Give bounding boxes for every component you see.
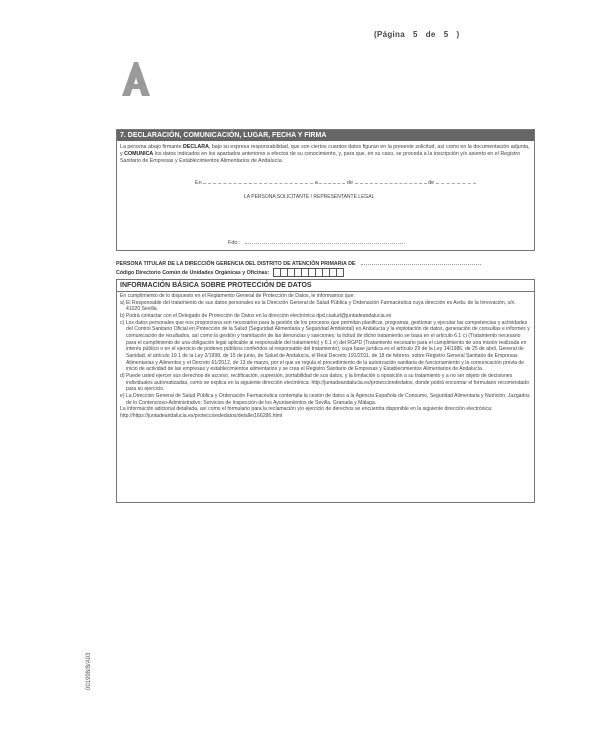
signer-label: LA PERSONA SOLICITANTE / REPRESENTANTE LEGAL [244,194,375,200]
page-current: 5 [413,30,418,39]
data-protection-title: INFORMACIÓN BÁSICA SOBRE PROTECCIÓN DE DATOS [117,280,534,292]
data-protection-extra: La información adicional detallada, así como el formulario para la reclamación y/o ejercicio de derechos se encuentra disponible en la siguiente dirección electrónica: http://https://juntadeandalucia.es/protecciondedatos/detalle/166286.html [120,406,493,419]
district-field[interactable] [361,259,481,265]
data-protection-item-b: b) Podrá contactar con el Delegado de Protección de Datos en la dirección electrónica dpd.csalud@juntadeandalucia.es [120,312,392,319]
page-of: de [425,30,436,39]
page-number [374,30,459,39]
month-field[interactable] [355,178,427,184]
junta-andalucia-logo-icon [118,60,150,96]
place-field[interactable] [203,178,313,184]
year-field[interactable] [436,178,476,184]
titular-line: PERSONA TITULAR DE LA DIRECCIÓN GERENCIA DEL DISTRITO DE ATENCIÓN PRIMARIA DE [116,259,481,267]
code-boxes[interactable] [273,268,343,277]
signature-line: Fdo.: [228,238,405,246]
data-protection-item-a: a) El Responsable del tratamiento de sus datos personales es la Dirección General de Salud Pública y Ordenación Farmacéutica cuya dirección es Avda. de la Innovación, s/n. 41020 Sevilla. [120,299,516,313]
declaration-text: La persona abajo firmante DECLARA, bajo su expresa responsabilidad, que son ciertos cuantos datos figuran en la presente solicitud, así como en la documentación adjunta, y COMUNICA los datos indicados en los apartados anteriores a efectos de su conocimiento, y, para que, en su caso, se proceda a la inscripción y/o asiento en el Registro Sanitario de Empresas y Establecimientos Alimentarios de Andalucía. [120,144,530,164]
page-total: 5 [443,30,449,39]
data-protection-section [116,279,535,503]
data-protection-item-e: e) La Dirección General de Salud Pública y Ordenación Farmacéutica contempla la cesión de datos a la Agencia Española de Consumo, Seguridad Alimentaria y Nutrición; Juzgados de lo Contencioso-Administrativo; Servicios de Inspección de los Ayuntamientos de Sevilla, Granada y Málaga. [120,392,530,406]
declaration-section-title: 7. DECLARACIÓN, COMUNICACIÓN, LUGAR, FECHA Y FIRMA [117,130,534,141]
page-close: ) [456,30,460,39]
page-label: (Página [374,30,405,39]
data-protection-item-c: c) Los datos personales que nos proporciona son necesarios para la gestión de los procesos que permitan planificar, programar, gestionar y ejecutar las competencias y actividades del Control Sanitario Oficial en Protección de la Salud (Seguridad Alimentaria y Seguridad Ambiental) en Andalucía y la explotación de datos, generación de consultas e informes y comunicación de resultados, así como la gestión y tramitación de las denuncias y sanciones; la licitud de dicho tratamiento se basa en el artículo 6.1 c) (Tratamiento necesario para el cumplimiento de una obligación legal aplicable al responsable del tratamiento) y 6.1 e) del RGPD (Tratamiento necesario para el cumplimiento de una misión realizada en interés público o en el ejercicio de poderes públicos conferidos al responsable del tratamiento), cuya base jurídica es el artículo 29 de la Ley 14/1986, de 25 de abril, General de Sanidad, el artículo 19.1 de la Ley 2/1998, de 15 de junio, de Salud de Andalucía, el Real Decreto 191/2011, de 18 de febrero, sobre Registro General Sanitario de Empresas Alimentarias y Alimentos y el Decreto 61/2012, de 13 de marzo, por el que se regula el procedimiento de la autorización sanitaria de funcionamiento y la comunicación previa de inicio de actividad de las empresas y establecimientos alimentarios y se crea el Registro Sanitario de Empresas y Establecimientos Alimentarios de Andalucía. [120,319,530,373]
declaration-section [116,129,535,251]
data-protection-text [120,293,531,419]
data-protection-item-d: d) Puede usted ejercer sus derechos de acceso, rectificación, supresión, portabilidad de sus datos, y la limitación u oposición a su tratamiento y a no ser objeto de decisiones individuales automatizadas, como se explica en la siguiente dirección electrónica: http://juntadeandalucia.es/protecciondedatos, donde podrá encontrar el formulario recomendado para su ejercicio. [120,372,529,393]
data-protection-intro: En cumplimiento de lo dispuesto en el Reglamento General de Protección de Datos, le informamos que: [120,293,355,299]
place-date-line: En a de de [195,178,476,186]
signature-field[interactable] [245,238,405,244]
day-field[interactable] [319,178,345,184]
codigo-line: Código Directorio Común de Unidades Orgánicas y Oficinas: [116,268,343,277]
form-code: 001998/8/A03 [86,652,92,690]
